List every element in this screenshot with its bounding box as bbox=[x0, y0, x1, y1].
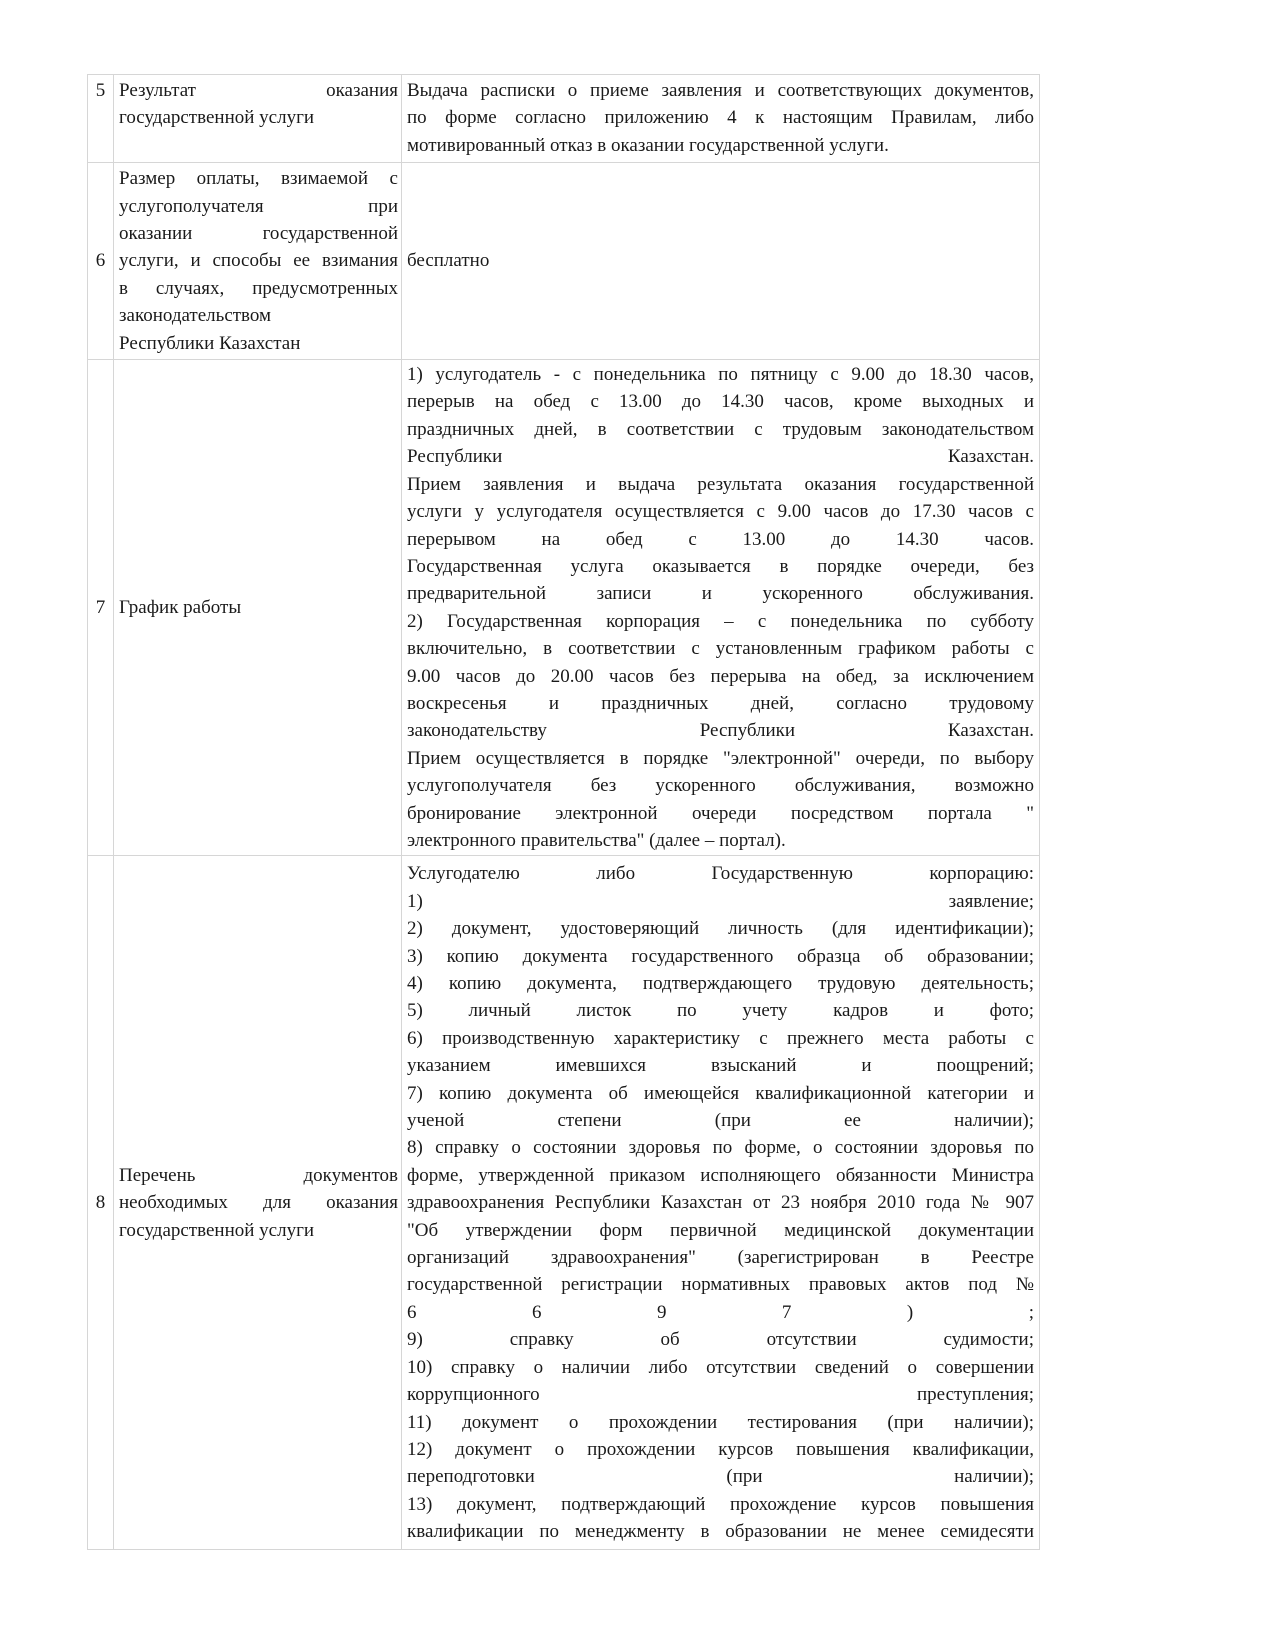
row-description-line: 12) документ о прохождении курсов повышения квалификации, bbox=[407, 1438, 1034, 1460]
row-description bbox=[402, 75, 1040, 163]
row-description-line: предварительной записи и ускоренного обслуживания. bbox=[407, 583, 1034, 605]
row-description-line: услуги у услугодателя осуществляется с 9.00 часов до 17.30 часов с bbox=[407, 501, 1034, 523]
table-row bbox=[88, 360, 1040, 856]
row-title-line: государственной услуги bbox=[119, 107, 315, 129]
row-description-line: мотивированный отказ в оказании государственной услуги. bbox=[407, 134, 889, 156]
row-description-line: указанием имевшихся взысканий и поощрений; bbox=[407, 1055, 1034, 1077]
row-description-line: электронного правительства" (далее – портал). bbox=[407, 829, 786, 851]
table-row bbox=[88, 163, 1040, 360]
row-description-line: "Об утверждении форм первичной медицинской документации bbox=[407, 1219, 1034, 1241]
row-title-line: График работы bbox=[119, 597, 242, 619]
row-description-line: Государственная услуга оказывается в порядке очереди, без bbox=[407, 555, 1034, 577]
row-description-line: ученой степени (при ее наличии); bbox=[407, 1110, 1034, 1132]
row-number: 8 bbox=[88, 856, 114, 1549]
row-description-line: воскресенья и праздничных дней, согласно трудовому bbox=[407, 692, 1034, 714]
row-description-line: переподготовки (при наличии); bbox=[407, 1466, 1034, 1488]
row-title bbox=[114, 360, 402, 856]
row-description-line: законодательству Республики Казахстан. bbox=[407, 720, 1034, 742]
row-title-line: Размер оплаты, взимаемой с bbox=[119, 168, 398, 190]
page-bottom-margin bbox=[0, 1560, 1275, 1650]
row-title-line: Результат оказания bbox=[119, 80, 398, 101]
row-description-line: Услугодателю либо Государственную корпорацию: bbox=[407, 863, 1034, 885]
row-description bbox=[402, 360, 1040, 856]
row-title-line: необходимых для оказания bbox=[119, 1192, 398, 1214]
row-description-line: 11) документ о прохождении тестирования (при наличии); bbox=[407, 1411, 1034, 1433]
row-description-line: 10) справку о наличии либо отсутствии сведений о совершении bbox=[407, 1356, 1034, 1378]
row-description-line: 1) заявление; bbox=[407, 890, 1034, 912]
row-description-line: Республики Казахстан. bbox=[407, 446, 1034, 468]
row-description-line: перерывом на обед с 13.00 до 14.30 часов. bbox=[407, 528, 1034, 550]
row-description-line: 8) справку о состоянии здоровья по форме, о состоянии здоровья по bbox=[407, 1137, 1034, 1159]
row-title-line: Перечень документов bbox=[119, 1164, 398, 1186]
row-title-line: услуги, и способы ее взимания bbox=[119, 250, 398, 272]
row-description-line: форме, утвержденной приказом исполняющего обязанности Министра bbox=[407, 1164, 1034, 1186]
row-description-line: 3) копию документа государственного образца об образовании; bbox=[407, 945, 1034, 967]
row-title bbox=[114, 856, 402, 1549]
row-title-line: Республики Казахстан bbox=[119, 332, 301, 354]
row-description-line: бесплатно bbox=[407, 250, 490, 272]
row-description-line: 6 6 9 7 ) ; bbox=[407, 1301, 1034, 1323]
row-description-line: 9.00 часов до 20.00 часов без перерыва на обед, за исключением bbox=[407, 665, 1034, 687]
row-description-line: 7) копию документа об имеющейся квалификационной категории и bbox=[407, 1082, 1034, 1104]
row-description-line: перерыв на обед с 13.00 до 14.30 часов, кроме выходных и bbox=[407, 391, 1034, 413]
row-number: 6 bbox=[88, 163, 114, 360]
row-description-line: 9) справку об отсутствии судимости; bbox=[407, 1329, 1034, 1351]
table-body bbox=[88, 75, 1040, 1550]
table-row bbox=[88, 856, 1040, 1549]
row-description-line: по форме согласно приложению 4 к настоящим Правилам, либо bbox=[407, 107, 1034, 129]
row-description-line: организаций здравоохранения" (зарегистрирован в Реестре bbox=[407, 1247, 1034, 1269]
row-description-line: Прием осуществляется в порядке "электронной" очереди, по выбору bbox=[407, 747, 1034, 769]
row-description-line: 13) документ, подтверждающий прохождение курсов повышения bbox=[407, 1493, 1034, 1515]
row-description-line: квалификации по менеджменту в образовании не менее семидесяти bbox=[407, 1521, 1034, 1543]
row-description-line: Выдача расписки о приеме заявления и соответствующих документов, bbox=[407, 80, 1034, 101]
row-description bbox=[402, 163, 1040, 360]
services-table bbox=[87, 74, 1040, 1550]
row-number: 5 bbox=[88, 75, 114, 163]
row-description-line: 6) производственную характеристику с прежнего места работы с bbox=[407, 1027, 1034, 1049]
row-description-line: Прием заявления и выдача результата оказания государственной bbox=[407, 473, 1034, 495]
row-description-line: 5) личный листок по учету кадров и фото; bbox=[407, 1000, 1034, 1022]
row-title-line: оказании государственной bbox=[119, 223, 398, 245]
row-title-line: услугополучателя при bbox=[119, 195, 398, 217]
row-description-line: 2) документ, удостоверяющий личность (для идентификации); bbox=[407, 918, 1034, 940]
row-description-line: бронирование электронной очереди посредством портала " bbox=[407, 802, 1034, 824]
row-description-line: услугополучателя без ускоренного обслуживания, возможно bbox=[407, 775, 1034, 797]
row-title-line: законодательством bbox=[119, 305, 272, 327]
row-description bbox=[402, 856, 1040, 1549]
row-description-line: государственной регистрации нормативных правовых актов под № bbox=[407, 1274, 1034, 1296]
row-description-line: 1) услугодатель - с понедельника по пятницу с 9.00 до 18.30 часов, bbox=[407, 364, 1034, 386]
row-description-line: 4) копию документа, подтверждающего трудовую деятельность; bbox=[407, 973, 1034, 994]
row-title-line: в случаях, предусмотренных bbox=[119, 277, 398, 299]
row-title bbox=[114, 75, 402, 163]
row-description-line: праздничных дней, в соответствии с трудовым законодательством bbox=[407, 418, 1034, 440]
row-description-line: включительно, в соответствии с установленным графиком работы с bbox=[407, 638, 1034, 660]
row-description-line: коррупционного преступления; bbox=[407, 1384, 1034, 1406]
row-number: 7 bbox=[88, 360, 114, 856]
table-row bbox=[88, 75, 1040, 163]
row-title-line: государственной услуги bbox=[119, 1219, 315, 1241]
row-description-line: здравоохранения Республики Казахстан от 23 ноября 2010 года № 907 bbox=[407, 1192, 1034, 1214]
row-title bbox=[114, 163, 402, 360]
row-description-line: 2) Государственная корпорация – с понедельника по субботу bbox=[407, 610, 1034, 632]
